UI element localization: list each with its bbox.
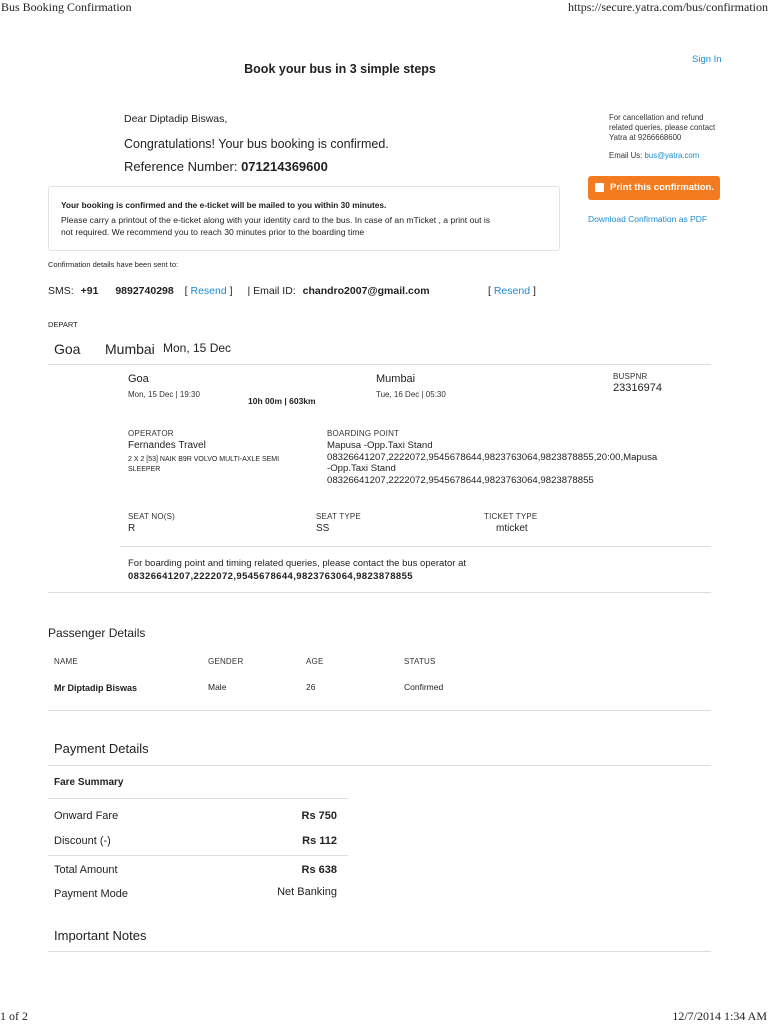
- route-date: Mon, 15 Dec: [163, 341, 232, 355]
- sms-label: SMS:: [48, 285, 74, 297]
- passenger-name: Mr Diptadip Biswas: [54, 683, 138, 693]
- destination-time: Tue, 16 Dec | 05:30: [376, 390, 446, 399]
- passenger-header-status: STATUS: [404, 657, 436, 666]
- boarding-line-3: -Opp.Taxi Stand: [327, 463, 396, 475]
- contact-line-3: Yatra at 9266668600: [609, 133, 682, 142]
- notice-line-2: Please carry a printout of the e-ticket along with your identity card to the bus. In case of an mTicket , a print out is: [61, 215, 491, 225]
- operator-label: OPERATOR: [128, 429, 174, 438]
- origin-time: Mon, 15 Dec | 19:30: [128, 390, 200, 399]
- bus-type-line-2: SLEEPER: [128, 466, 161, 473]
- boarding-line-2: 08326641207,2222072,9545678644,9823763064,9823878855,20:00,Mapusa: [327, 451, 658, 463]
- print-checkbox-icon: [595, 183, 604, 192]
- email-us-link[interactable]: bus@yatra.com: [644, 151, 700, 160]
- journey-duration: 10h 00m | 603km: [248, 396, 316, 406]
- ticket-type-label: TICKET TYPE: [484, 512, 538, 521]
- boarding-point: [327, 440, 657, 487]
- seat-type-value: SS: [316, 523, 330, 534]
- contact-line-1: For cancellation and refund: [609, 113, 704, 122]
- download-pdf-link[interactable]: Download Confirmation as PDF: [588, 214, 708, 224]
- notes-divider: [48, 951, 711, 952]
- print-button-label: Print this confirmation.: [610, 182, 714, 193]
- total-amount-label: Total Amount: [54, 864, 118, 876]
- origin-city: Goa: [128, 373, 149, 385]
- print-url: https://secure.yatra.com/bus/confirmation: [568, 0, 768, 14]
- query-divider: [120, 546, 711, 547]
- email-resend-link[interactable]: Resend: [493, 285, 531, 297]
- ticket-type-value: mticket: [496, 523, 528, 534]
- total-divider: [48, 855, 348, 856]
- passenger-divider: [48, 710, 711, 711]
- passenger-header-gender: GENDER: [208, 657, 244, 666]
- sign-in-link[interactable]: Sign In: [692, 54, 722, 65]
- email-id-label: | Email ID:: [247, 285, 296, 297]
- depart-label: DEPART: [48, 320, 78, 329]
- notice-body: [61, 214, 490, 238]
- greeting-congrats: Congratulations! Your bus booking is confirmed.: [124, 137, 389, 151]
- discount-label: Discount (-): [54, 835, 111, 847]
- total-amount-value: Rs 638: [301, 864, 337, 876]
- operator-name: Fernandes Travel: [128, 440, 206, 451]
- seat-no-label: SEAT NO(S): [128, 512, 176, 521]
- passenger-gender: Male: [208, 682, 227, 692]
- notice-bold-line: Your booking is confirmed and the e-ticket will be mailed to you within 30 minutes.: [61, 200, 387, 210]
- cancellation-contact: [609, 113, 715, 161]
- journey-divider: [48, 364, 711, 365]
- passenger-header-age: AGE: [306, 657, 324, 666]
- notice-line-3: not required. We recommend you to reach 30 minutes prior to the boarding time: [61, 227, 365, 237]
- payment-title-divider: [48, 765, 711, 766]
- onward-fare-label: Onward Fare: [54, 810, 119, 822]
- discount-value: Rs 112: [302, 835, 337, 847]
- page-indicator: 1 of 2: [0, 1009, 28, 1023]
- route-from: Goa: [54, 341, 81, 357]
- greeting-dear: Dear Diptadip Biswas,: [124, 113, 228, 125]
- passenger-age: 26: [306, 682, 316, 692]
- fare-summary-divider: [48, 798, 348, 799]
- reference-row: [124, 159, 328, 174]
- payment-mode-value: Net Banking: [277, 886, 337, 898]
- journey-bottom-divider: [48, 592, 711, 593]
- passenger-status: Confirmed: [404, 682, 444, 692]
- buspnr-label: BUSPNR: [613, 372, 648, 381]
- payment-mode-label: Payment Mode: [54, 888, 128, 900]
- email-id-value: chandro2007@gmail.com: [302, 285, 430, 297]
- boarding-point-label: BOARDING POINT: [327, 429, 400, 438]
- sms-row: SMS: +91 9892740298 [ Resend ] | Email ID: chandro2007@gmail.com: [48, 285, 430, 297]
- confirmation-notice: [48, 186, 560, 251]
- reference-number: 071214369600: [241, 159, 328, 174]
- buspnr-value: 23316974: [613, 382, 662, 394]
- email-us-row: [609, 151, 715, 161]
- sms-resend-link[interactable]: Resend: [190, 285, 227, 297]
- fare-summary-title: Fare Summary: [54, 777, 124, 788]
- sms-country-code: +91: [80, 285, 99, 297]
- destination-city: Mumbai: [376, 373, 416, 385]
- print-datetime: 12/7/2014 1:34 AM: [672, 1009, 767, 1023]
- print-title: Bus Booking Confirmation: [1, 0, 132, 14]
- operator-query-numbers: 08326641207,2222072,9545678644,9823763064,9823878855: [128, 571, 413, 582]
- contact-line-2: related queries, please contact: [609, 123, 716, 132]
- important-notes-title: Important Notes: [54, 928, 147, 943]
- passenger-section-title: Passenger Details: [48, 626, 146, 640]
- onward-fare-value: Rs 750: [301, 810, 337, 822]
- email-resend: [ Resend ]: [488, 285, 536, 297]
- boarding-line-1: Mapusa -Opp.Taxi Stand: [327, 440, 433, 451]
- bus-type: [128, 455, 279, 475]
- print-confirmation-button[interactable]: [588, 176, 720, 200]
- operator-query-text: For boarding point and timing related queries, please contact the bus operator at: [128, 558, 466, 569]
- route-to: Mumbai: [105, 341, 155, 357]
- passenger-header-name: NAME: [54, 657, 78, 666]
- page-heading: Book your bus in 3 simple steps: [244, 62, 436, 76]
- seat-type-label: SEAT TYPE: [316, 512, 361, 521]
- boarding-line-4: 08326641207,2222072,9545678644,9823763064,9823878855: [327, 475, 594, 487]
- sent-to-label: Confirmation details have been sent to:: [48, 260, 179, 269]
- sms-number: 9892740298: [115, 285, 174, 297]
- payment-section-title: Payment Details: [54, 741, 149, 756]
- bus-type-line-1: 2 X 2 [53] NAIK B9R VOLVO MULTI-AXLE SEMI: [128, 456, 280, 463]
- seat-no-value: R: [128, 523, 136, 534]
- reference-label: Reference Number:: [124, 159, 238, 174]
- email-us-label: Email Us:: [609, 151, 643, 160]
